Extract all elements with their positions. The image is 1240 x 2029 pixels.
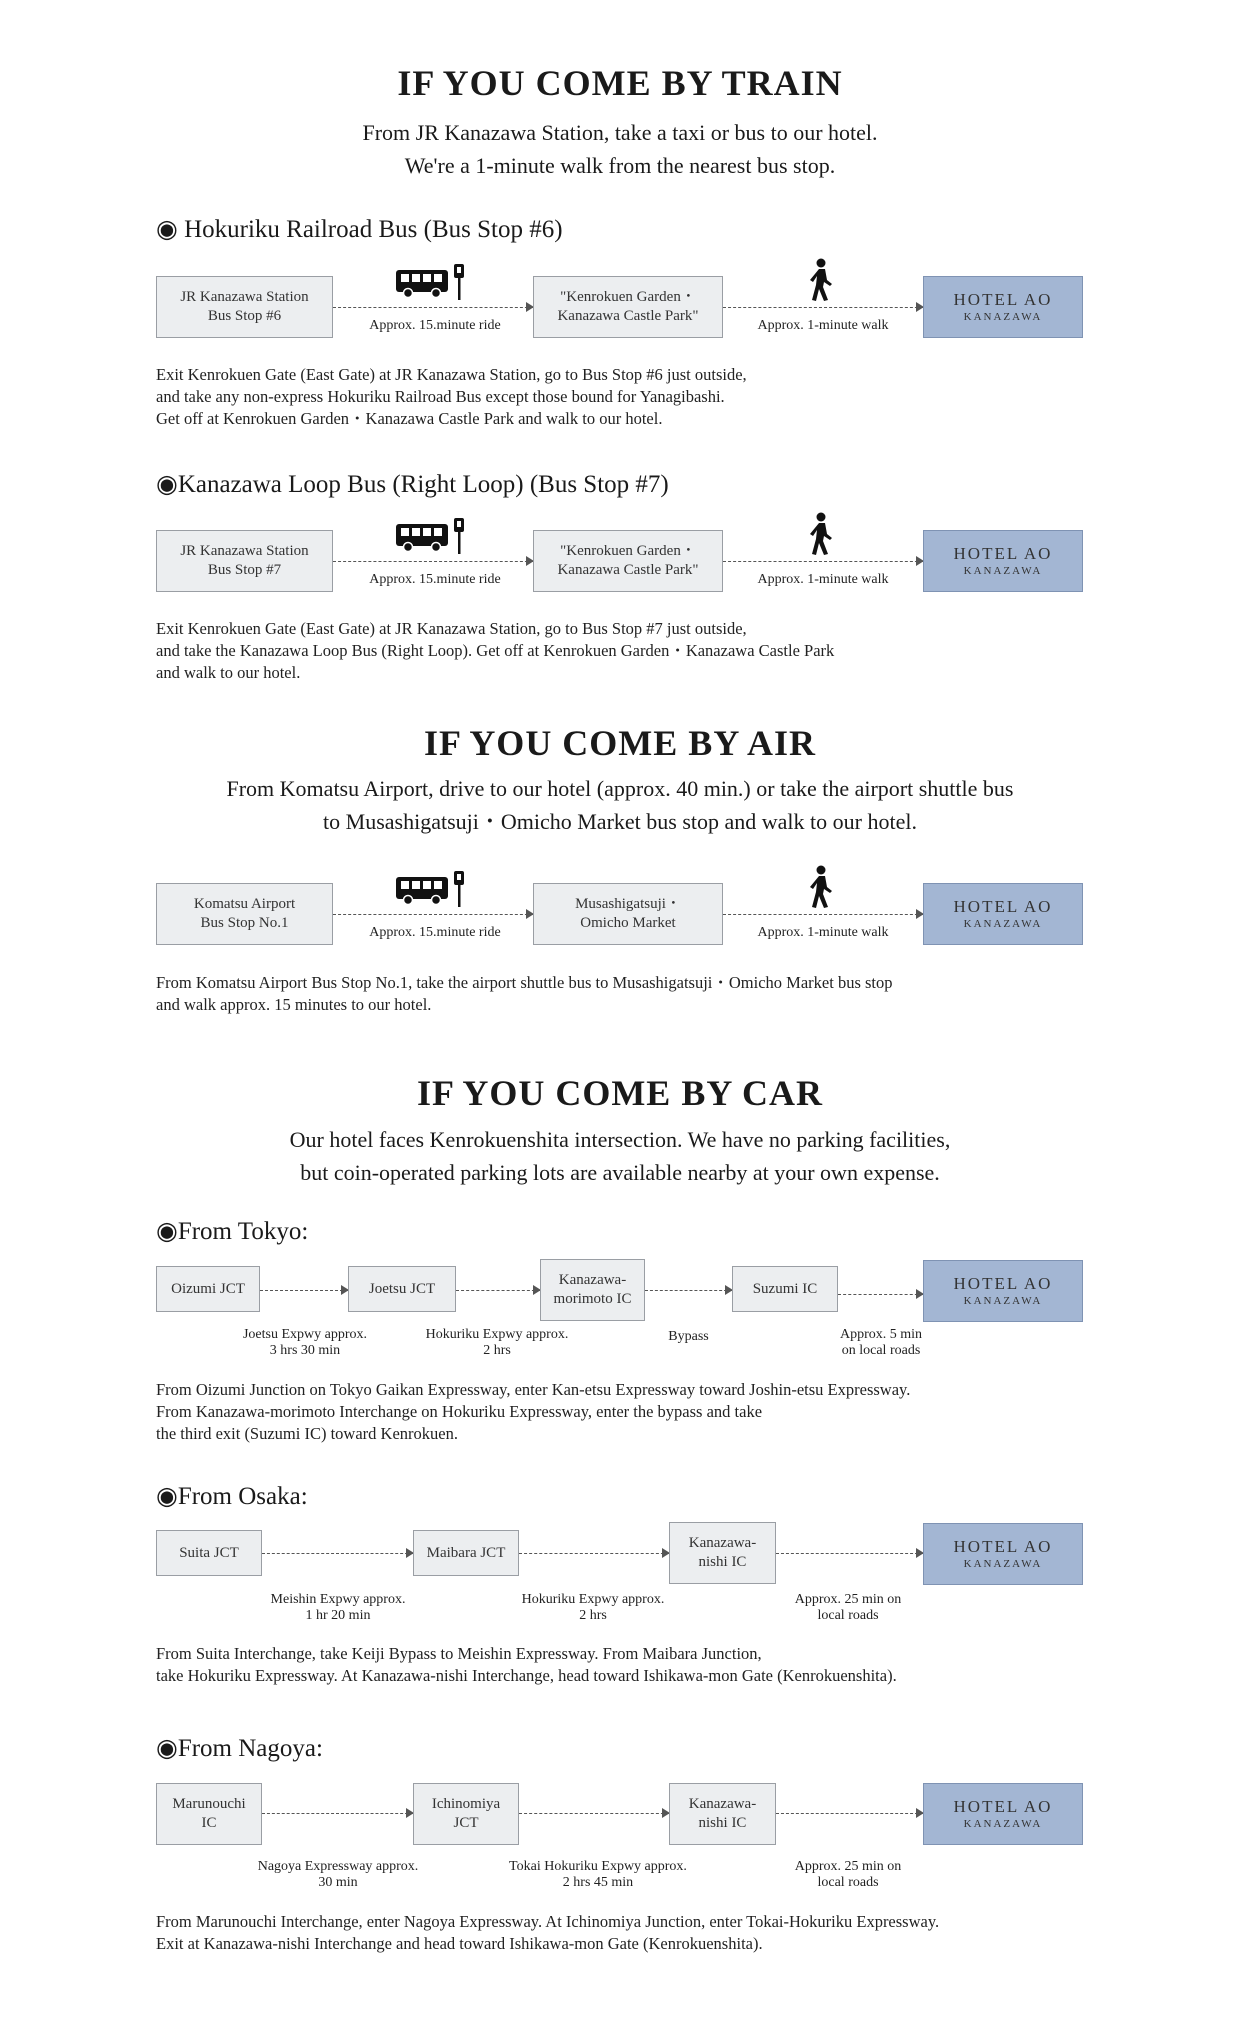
desc-line: take Hokuriku Expressway. At Kanazawa-nishi Interchange, head toward Ishikawa-mon Gate (Kenrokuenshita). (156, 1666, 897, 1685)
train-intro-line: From JR Kanazawa Station, take a taxi or bus to our hotel. (362, 120, 878, 145)
segment-caption (493, 1592, 693, 1624)
origin-station-box (156, 276, 333, 338)
desc-line: and take the Kanazawa Loop Bus (Right Loop). Get off at Kenrokuen Garden・Kanazawa Castle Park (156, 641, 835, 660)
cap-line: local roads (817, 1608, 879, 1623)
route-arrow (262, 1553, 413, 1554)
walk-caption: Approx. 1-minute walk (757, 572, 889, 587)
box-line: Joetsu JCT (368, 1280, 436, 1297)
box-line: "Kenrokuen Garden・ (560, 289, 696, 305)
route-arrow (456, 1290, 540, 1291)
route-arrow (333, 561, 533, 562)
cap-line: 30 min (318, 1875, 358, 1890)
air-intro (0, 772, 1240, 838)
hotel-destination-box (923, 276, 1083, 338)
segment-caption (768, 1592, 928, 1624)
ride-caption: Approx. 15.minute ride (369, 925, 501, 940)
desc-line: From Suita Interchange, take Keiji Bypass to Meishin Expressway. From Maibara Junction, (156, 1644, 762, 1663)
route-node (348, 1266, 456, 1312)
box-line: Marunouchi (172, 1796, 246, 1812)
box-line: Ichinomiya (431, 1796, 501, 1812)
cap-line: Joetsu Expwy approx. (242, 1327, 368, 1342)
hotel-sub: KANAZAWA (963, 565, 1043, 577)
segment-caption (238, 1592, 438, 1624)
segment-caption (215, 1327, 395, 1359)
route-arrow (723, 914, 923, 915)
route-arrow (333, 307, 533, 308)
box-line: "Kenrokuen Garden・ (560, 543, 696, 559)
route-description (156, 1911, 939, 1955)
segment-caption (768, 1859, 928, 1891)
box-line: Bus Stop #7 (207, 562, 282, 578)
desc-line: Exit Kenrokuen Gate (East Gate) at JR Kanazawa Station, go to Bus Stop #6 just outside, (156, 365, 747, 384)
hotel-destination-box (923, 1523, 1083, 1585)
box-line: JR Kanazawa Station (180, 289, 309, 305)
cap-line: Meishin Expwy approx. (270, 1592, 406, 1607)
desc-line: From Komatsu Airport Bus Stop No.1, take the airport shuttle bus to Musashigatsuji・Omicho Market bus stop (156, 973, 893, 992)
box-line: Omicho Market (580, 915, 676, 931)
hotel-destination-box (923, 1783, 1083, 1845)
route-node (156, 1783, 262, 1845)
box-line: Suzumi IC (752, 1280, 818, 1297)
bus-stop-icon (396, 869, 468, 909)
car-intro-line: but coin-operated parking lots are available nearby at your own expense. (300, 1160, 940, 1185)
air-heading: IF YOU COME BY AIR (423, 723, 816, 763)
ride-caption: Approx. 15.minute ride (369, 572, 501, 587)
cap-line: Hokuriku Expwy approx. (521, 1592, 665, 1607)
airport-bus-stop-box (156, 883, 333, 945)
pedestrian-icon (806, 865, 836, 909)
desc-line: From Oizumi Junction on Tokyo Gaikan Expressway, enter Kan-etsu Expressway toward Joshin-etsu Expressway. (156, 1380, 911, 1399)
cap-line: 2 hrs (579, 1608, 607, 1623)
cap-line: Tokai Hokuriku Expwy approx. (509, 1859, 687, 1874)
cap-line: Approx. 25 min on (794, 1859, 902, 1874)
desc-line: Exit at Kanazawa-nishi Interchange and head toward Ishikawa-mon Gate (Kenrokuenshita). (156, 1934, 763, 1953)
route-arrow (723, 561, 923, 562)
train-intro-line: We're a 1-minute walk from the nearest bus stop. (404, 153, 836, 178)
route-arrow (776, 1813, 923, 1814)
cap-line: 1 hr 20 min (305, 1608, 371, 1623)
segment-caption (806, 1327, 956, 1359)
hotel-destination-box (923, 883, 1083, 945)
desc-line: From Marunouchi Interchange, enter Nagoya Expressway. At Ichinomiya Junction, enter Tokai-Hokuriku Expressway. (156, 1912, 940, 1931)
box-line: Maibara JCT (426, 1544, 506, 1561)
route-arrow (838, 1294, 923, 1295)
route-arrow (645, 1290, 732, 1291)
hotel-sub: KANAZAWA (963, 1818, 1043, 1830)
cap-line: Nagoya Expressway approx. (257, 1859, 419, 1874)
route-node (669, 1522, 776, 1584)
box-line: nishi IC (698, 1815, 747, 1831)
hotel-name: HOTEL AO (953, 290, 1053, 309)
hotel-destination-box (923, 1260, 1083, 1322)
bus-stop-box (533, 530, 723, 592)
box-line: Bus Stop #6 (207, 308, 282, 324)
cap-line: Approx. 25 min on (794, 1592, 902, 1607)
segment-caption (626, 1329, 751, 1345)
box-line: nishi IC (698, 1554, 747, 1570)
desc-line: and take any non-express Hokuriku Railroad Bus except those bound for Yanagibashi. (156, 387, 725, 406)
route-node (413, 1783, 519, 1845)
hotel-sub: KANAZAWA (963, 918, 1043, 930)
route-description (156, 1643, 897, 1687)
route-title-hokuriku-bus: ◉ Hokuriku Railroad Bus (Bus Stop #6) (156, 216, 563, 243)
cap-line: on local roads (841, 1343, 921, 1358)
route-node (413, 1530, 519, 1576)
ride-caption: Approx. 15.minute ride (369, 318, 501, 333)
car-intro (0, 1123, 1240, 1189)
cap-line: local roads (817, 1875, 879, 1890)
hotel-destination-box (923, 530, 1083, 592)
box-line: Kanazawa Castle Park" (557, 562, 699, 578)
cap-line: 2 hrs (483, 1343, 511, 1358)
train-heading: IF YOU COME BY TRAIN (397, 63, 843, 103)
desc-line: and walk to our hotel. (156, 663, 301, 682)
route-description (156, 972, 893, 1016)
route-arrow (260, 1290, 348, 1291)
desc-line: Exit Kenrokuen Gate (East Gate) at JR Kanazawa Station, go to Bus Stop #7 just outside, (156, 619, 747, 638)
car-heading: IF YOU COME BY CAR (417, 1073, 823, 1113)
box-line: JCT (453, 1815, 479, 1831)
hotel-name: HOTEL AO (953, 1797, 1053, 1816)
cap-line: 3 hrs 30 min (269, 1343, 341, 1358)
car-intro-line: Our hotel faces Kenrokuenshita intersection. We have no parking facilities, (289, 1127, 951, 1152)
cap-line: Approx. 5 min (839, 1327, 923, 1342)
box-line: Musashigatsuji・ (575, 896, 681, 912)
hotel-name: HOTEL AO (953, 897, 1053, 916)
cap-line: Bypass (668, 1329, 709, 1344)
route-title-nagoya: ◉From Nagoya: (156, 1735, 323, 1762)
segment-caption (228, 1859, 448, 1891)
walk-caption: Approx. 1-minute walk (757, 318, 889, 333)
cap-line: 2 hrs 45 min (562, 1875, 634, 1890)
box-line: Kanazawa Castle Park" (557, 308, 699, 324)
route-description (156, 1379, 910, 1445)
market-bus-stop-box (533, 883, 723, 945)
desc-line: Get off at Kenrokuen Garden・Kanazawa Castle Park and walk to our hotel. (156, 409, 663, 428)
hotel-name: HOTEL AO (953, 1274, 1053, 1293)
box-line: Kanazawa- (558, 1272, 627, 1288)
box-line: Suita JCT (179, 1544, 239, 1561)
route-arrow (519, 1553, 669, 1554)
route-arrow (776, 1553, 923, 1554)
train-intro (0, 116, 1240, 182)
route-title-tokyo: ◉From Tokyo: (156, 1218, 309, 1245)
route-node (732, 1266, 838, 1312)
pedestrian-icon (806, 258, 836, 302)
box-line: Bus Stop No.1 (200, 915, 289, 931)
route-node (540, 1259, 645, 1321)
route-arrow (262, 1813, 413, 1814)
route-description (156, 364, 747, 430)
desc-line: From Kanazawa-morimoto Interchange on Hokuriku Expressway, enter the bypass and take (156, 1402, 763, 1421)
route-arrow (519, 1813, 669, 1814)
box-line: IC (201, 1815, 217, 1831)
box-line: morimoto IC (553, 1291, 632, 1307)
route-node (669, 1783, 776, 1845)
air-intro-line: From Komatsu Airport, drive to our hotel (approx. 40 min.) or take the airport shuttle bus (226, 776, 1014, 801)
route-node (156, 1266, 260, 1312)
hotel-sub: KANAZAWA (963, 1558, 1043, 1570)
bus-stop-icon (396, 262, 468, 302)
bus-stop-box (533, 276, 723, 338)
box-line: JR Kanazawa Station (180, 543, 309, 559)
segment-caption (483, 1859, 713, 1891)
box-line: Oizumi JCT (171, 1280, 245, 1297)
route-title-osaka: ◉From Osaka: (156, 1483, 308, 1510)
box-line: Kanazawa- (688, 1535, 757, 1551)
hotel-name: HOTEL AO (953, 544, 1053, 563)
desc-line: and walk approx. 15 minutes to our hotel. (156, 995, 432, 1014)
route-title-loop-bus: ◉Kanazawa Loop Bus (Right Loop) (Bus Stop #7) (156, 471, 669, 498)
cap-line: Hokuriku Expwy approx. (425, 1327, 569, 1342)
hotel-sub: KANAZAWA (963, 311, 1043, 323)
pedestrian-icon (806, 512, 836, 556)
route-description (156, 618, 834, 684)
box-line: Kanazawa- (688, 1796, 757, 1812)
walk-caption: Approx. 1-minute walk (757, 925, 889, 940)
bus-stop-icon (396, 516, 468, 556)
hotel-name: HOTEL AO (953, 1537, 1053, 1556)
route-arrow (723, 307, 923, 308)
route-node (156, 1530, 262, 1576)
route-arrow (333, 914, 533, 915)
origin-station-box (156, 530, 333, 592)
box-line: Komatsu Airport (193, 896, 296, 912)
segment-caption (407, 1327, 587, 1359)
air-intro-line: to Musashigatsuji・Omicho Market bus stop and walk to our hotel. (323, 809, 917, 834)
desc-line: the third exit (Suzumi IC) toward Kenrokuen. (156, 1424, 458, 1443)
hotel-sub: KANAZAWA (963, 1295, 1043, 1307)
